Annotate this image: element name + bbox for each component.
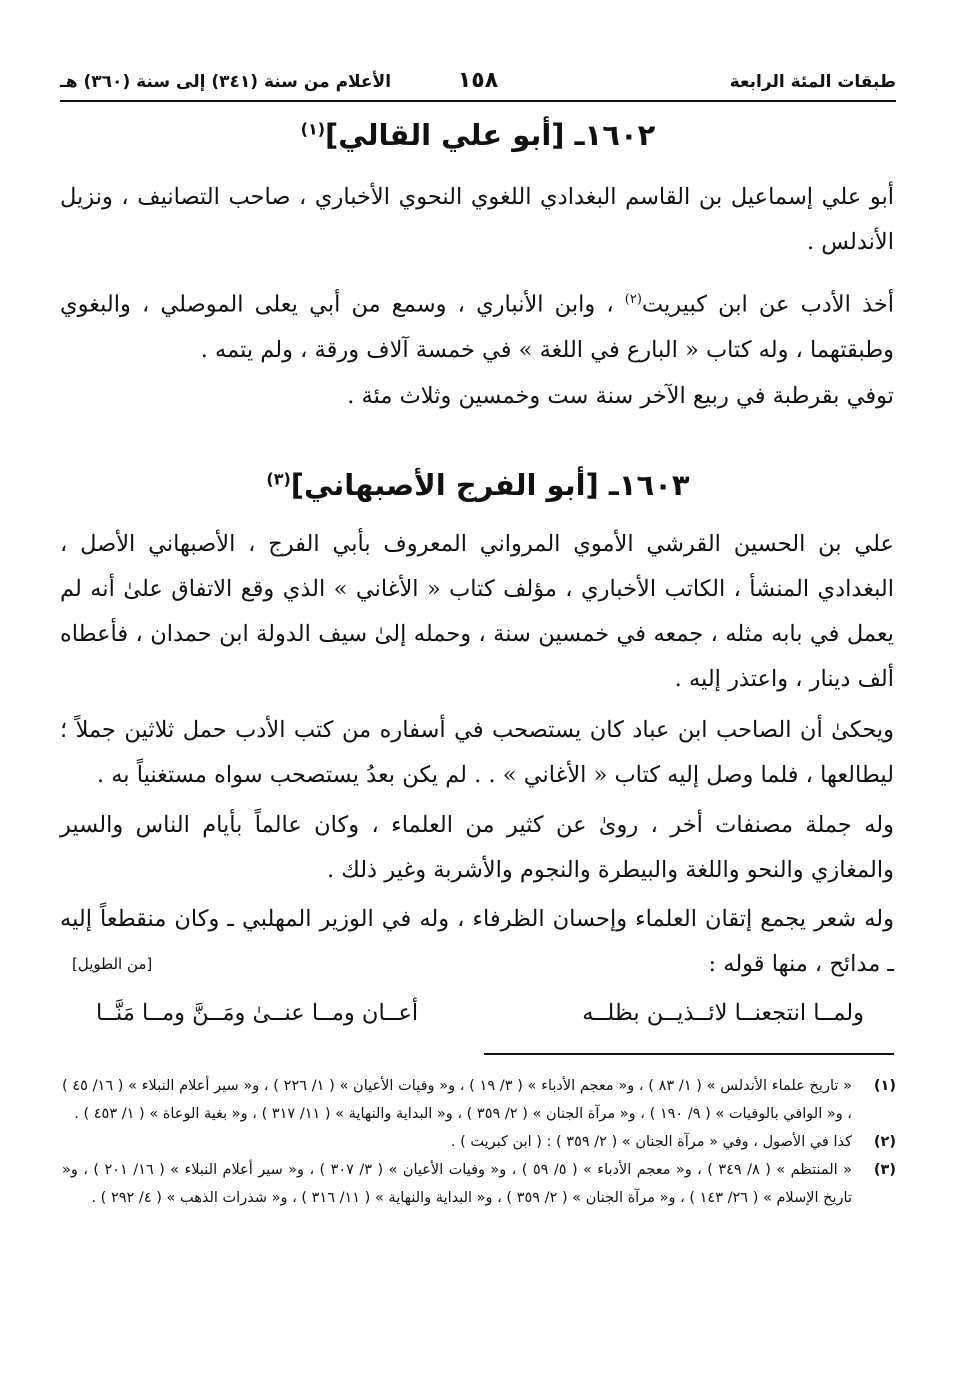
- footnote-text: كذا في الأصول ، وفي « مرآة الجنان » ( ٢/ ٣٥٩ ) : ( ابن كبريت ) .: [450, 1134, 852, 1150]
- entry-title-1603: [60, 468, 896, 502]
- entry-paragraph: علي بن الحسين القرشي الأموي المرواني المعروف بأبي الفرج ، الأصبهاني الأصل ، البغدادي المنشأ ، الكاتب الأخباري ، مؤلف كتاب « الأغاني » الذي وقع الاتفاق علىٰ أنه لم يعمل في بابه مثله ، جمعه في خمسين سنة ، وحمله إلىٰ سيف الدولة ابن حمدان ، فأعطاه ألف دينار ، واعتذر إليه .: [60, 531, 894, 692]
- footnote-text: « المنتظم » ( ٨/ ٣٤٩ ) ، و« معجم الأدباء » ( ٥/ ٥٩ ) ، و« وفيات الأعيان » ( ٣/ ٣٠٧ ) ، و« سير أعلام النبلاء » ( ١٦/ ٢٠١ ) ، و« تاريخ الإسلام » ( ٢٦/ ١٤٣ ) ، و« مرآة الجنان » ( ٢/ ٣٥٩ ) ، و« البداية والنهاية » ( ١١/ ٣١٦ ) ، و« شذرات الذهب » ( ٤/ ٢٩٢ ) .: [62, 1162, 852, 1206]
- entry-paragraph: [60, 277, 894, 373]
- poetic-meter-label: [من الطويل]: [72, 955, 153, 973]
- verse-first-hemistich: ولمــا انتجعنــا لائــذيــن بظلــه: [582, 1000, 864, 1026]
- page-number: ١٥٨: [457, 68, 499, 93]
- entry-paragraph: وله شعر يجمع إتقان العلماء وإحسان الظرفاء ، وله في الوزير المهلبي ـ وكان منقطعاً إليه ـ مدائح ، منها قوله :: [60, 906, 894, 977]
- verse-second-hemistich: أعــان ومــا عنــىٰ ومَــنَّ ومــا مَنَّــا: [96, 1000, 419, 1026]
- footnote: [62, 1072, 896, 1128]
- paragraph-text: ، وابن الأنباري ، وسمع من أبي يعلى الموصلي ، والبغوي وطبقتهما ، وله كتاب « البارع في اللغة » في خمسة آلاف ورقة ، ولم يتمه .: [60, 291, 894, 363]
- footnote-text: « تاريخ علماء الأندلس » ( ١/ ٨٣ ) ، و« معجم الأدباء » ( ٣/ ١٩ ) ، و« وفيات الأعيان » ( ١/ ٢٢٦ ) ، و« سير أعلام النبلاء » ( ١٦/ ٤٥ ) ، و« الوافي بالوفيات » ( ٩/ ١٩٠ ) ، و« مرآة الجنان » ( ٢/ ٣٥٩ ) ، و« البداية والنهاية » ( ١١/ ٣١٧ ) ، و« بغية الوعاة » ( ١/ ٤٥٣ ) .: [62, 1078, 852, 1122]
- entry-title-1602: [60, 118, 896, 152]
- entry-paragraph: توفي بقرطبة في ربيع الآخر سنة ست وخمسين وثلاث مئة .: [347, 383, 894, 409]
- footnote-separator: [484, 1053, 894, 1055]
- header-year-range: الأعلام من سنة (٣٤١) إلى سنة (٣٦٠) هـ: [60, 72, 392, 92]
- paragraph-text: أخذ الأدب عن ابن كبيريت: [641, 291, 895, 318]
- entry-paragraph: وله جملة مصنفات أخر ، روىٰ عن كثير من العلماء ، وكان عالماً بأيام الناس والسير والمغازي والنحو واللغة والبيطرة والنجوم والأشربة وغير ذلك .: [60, 812, 894, 883]
- footnote: [62, 1156, 896, 1212]
- footnotes: [62, 1072, 896, 1212]
- entry-title-text: ١٦٠٣ـ [أبو الفرج الأصبهاني]: [290, 468, 690, 502]
- footnote-ref: (٢): [624, 292, 642, 307]
- entry-title-text: ١٦٠٢ـ [أبو علي القالي]: [325, 118, 656, 152]
- header-section-title: طبقات المئة الرابعة: [729, 72, 896, 92]
- footnote-number: (٢): [873, 1134, 896, 1150]
- footnote-ref: (١): [300, 119, 326, 139]
- entry-paragraph: أبو علي إسماعيل بن القاسم البغدادي اللغوي النحوي الأخباري ، صاحب التصانيف ، ونزيل الأندلس .: [60, 184, 894, 255]
- footnote: [62, 1128, 896, 1156]
- entry-paragraph: ويحكىٰ أن الصاحب ابن عباد كان يستصحب في أسفاره من كتب الأدب حمل ثلاثين جملاً ؛ ليطالعها ، فلما وصل إليه كتاب « الأغاني » . . لم يكن بعدُ يستصحب سواه مستغنياً به .: [60, 717, 894, 788]
- footnote-number: (١): [873, 1078, 896, 1094]
- running-header: [60, 66, 896, 102]
- poem-verse: [96, 1000, 864, 1044]
- footnote-number: (٣): [873, 1162, 896, 1178]
- footnote-ref: (٣): [266, 469, 291, 489]
